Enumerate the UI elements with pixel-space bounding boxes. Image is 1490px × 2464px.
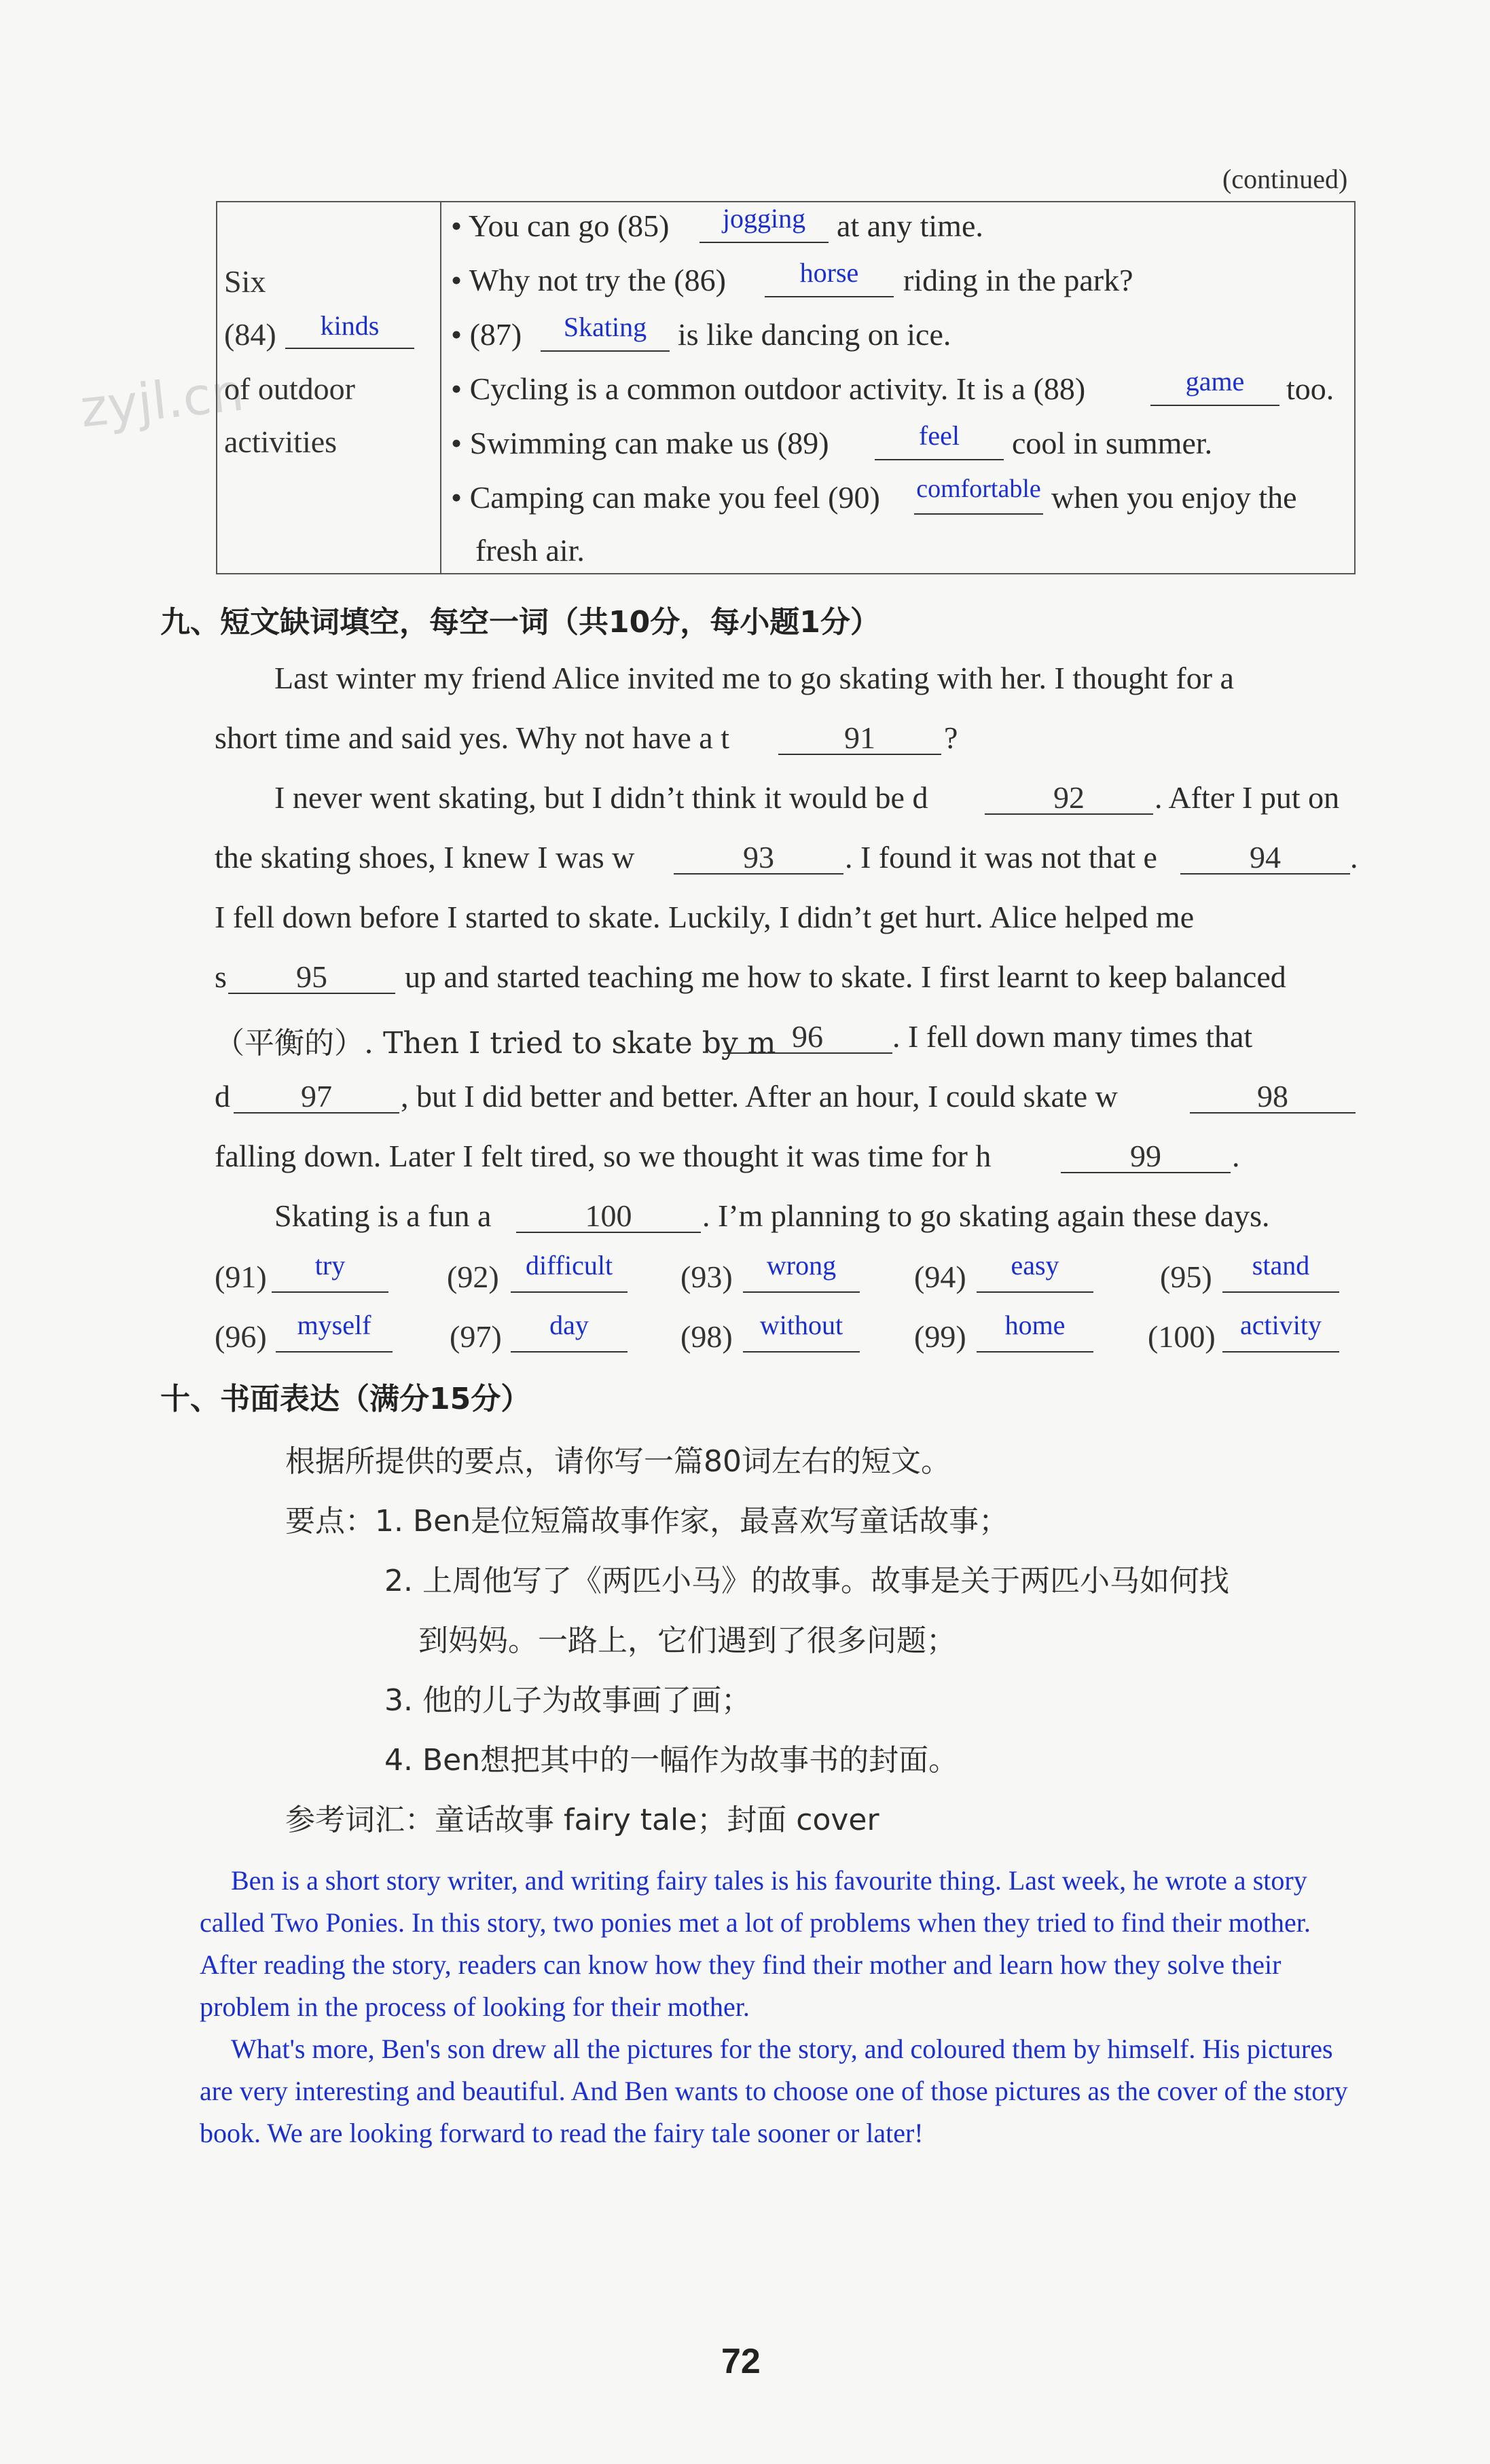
- answer-86: horse: [799, 257, 859, 288]
- s9-line-2-pre: short time and said yes. Why not have a t: [215, 720, 729, 755]
- s9-line-6-post: up and started teaching me how to skate. I first learnt to keep balanced: [405, 959, 1286, 994]
- section-9-heading: 九、短文缺词填空，每空一词（共10分，每小题1分）: [160, 605, 880, 640]
- s9-line-10-pre: Skating is a fun a: [274, 1198, 492, 1233]
- blank-86: [765, 296, 894, 297]
- num-94: 94: [1250, 840, 1281, 875]
- s9-line-8-pre: d: [215, 1079, 230, 1114]
- answer-line-92: [511, 1291, 628, 1293]
- answer-line-91: [272, 1291, 388, 1293]
- answer-90: comfortable: [916, 475, 1041, 503]
- row-86-pre: • Why not try the (86): [451, 263, 726, 297]
- answer-84: kinds: [320, 310, 380, 341]
- key-point-2a: 2. 上周他写了《两匹小马》的故事。故事是关于两匹小马如何找: [384, 1564, 1229, 1598]
- page-number: 72: [721, 2342, 761, 2381]
- num-98: 98: [1257, 1079, 1288, 1114]
- reference-vocabulary: 参考词汇：童话故事 fairy tale；封面 cover: [285, 1803, 879, 1837]
- s9-line-2-post: ?: [944, 720, 958, 755]
- row-85-post: at any time.: [837, 208, 983, 243]
- s9-line-4-pre: the skating shoes, I knew I was w: [215, 840, 635, 875]
- answer-label-94: (94): [914, 1259, 966, 1294]
- answer-99: home: [1004, 1310, 1066, 1340]
- essay-line-1: Ben is a short story writer, and writing fairy tales is his favourite thing. Last week, he wrote a story: [231, 1865, 1307, 1896]
- row-86-post: riding in the park?: [903, 263, 1133, 297]
- row-90-tail: fresh air.: [475, 533, 585, 568]
- answer-91: try: [314, 1250, 346, 1281]
- table-divider: [440, 201, 441, 574]
- section-10-heading: 十、书面表达（满分15分）: [160, 1382, 531, 1416]
- s9-line-9-pre: falling down. Later I felt tired, so we thought it was time for h: [215, 1139, 992, 1173]
- num-92: 92: [1053, 780, 1085, 815]
- table-left-3: of outdoor: [224, 371, 355, 406]
- s9-line-5: I fell down before I started to skate. Luckily, I didn’t get hurt. Alice helped me: [215, 900, 1195, 934]
- row-89-post: cool in summer.: [1012, 426, 1213, 460]
- table-left-2: (84): [224, 317, 276, 352]
- key-point-4: 4. Ben想把其中的一幅作为故事书的封面。: [384, 1743, 959, 1778]
- row-88-post: too.: [1286, 371, 1334, 406]
- s9-line-7-pre: （平衡的）. Then I tried to skate by m: [215, 1026, 776, 1061]
- table-left-1: Six: [224, 264, 266, 299]
- row-85-pre: • You can go (85): [451, 208, 670, 243]
- essay-line-7: book. We are looking forward to read the fairy tale sooner or later!: [200, 2118, 924, 2148]
- answer-line-93: [743, 1291, 860, 1293]
- answer-line-94: [977, 1291, 1093, 1293]
- continued-label: (continued): [1222, 164, 1348, 194]
- answer-line-99: [977, 1351, 1093, 1353]
- blank-88: [1150, 405, 1279, 406]
- essay-line-5: What's more, Ben's son drew all the pictures for the story, and coloured them by himself. His pictures: [231, 2034, 1333, 2064]
- answer-87: Skating: [563, 312, 647, 342]
- s9-line-10-post: . I’m planning to go skating again these days.: [702, 1198, 1270, 1233]
- answer-label-100: (100): [1148, 1319, 1216, 1354]
- row-90-post: when you enjoy the: [1051, 480, 1297, 515]
- row-89-pre: • Swimming can make us (89): [451, 426, 829, 460]
- answer-92: difficult: [525, 1250, 613, 1281]
- answer-label-96: (96): [215, 1319, 267, 1354]
- answer-label-97: (97): [450, 1319, 502, 1354]
- answer-label-99: (99): [914, 1319, 966, 1354]
- s9-line-4-mid: . I found it was not that e: [845, 840, 1157, 875]
- answer-line-95: [1222, 1291, 1339, 1293]
- s9-line-6-pre: s: [215, 959, 227, 994]
- blank-89: [875, 459, 1004, 460]
- answer-label-98: (98): [680, 1319, 733, 1354]
- answer-93: wrong: [766, 1250, 837, 1281]
- blank-87: [541, 350, 670, 352]
- s9-line-4-post: .: [1350, 840, 1358, 875]
- s9-line-8-mid: , but I did better and better. After an hour, I could skate w: [401, 1079, 1118, 1114]
- answer-line-98: [743, 1351, 860, 1353]
- essay-line-2: called Two Ponies. In this story, two ponies met a lot of problems when they tried to find their mother.: [200, 1907, 1311, 1938]
- answer-97: day: [549, 1310, 589, 1340]
- s9-line-3-pre: I never went skating, but I didn’t think it would be d: [274, 780, 928, 815]
- s9-line-3-post: . After I put on: [1155, 780, 1340, 815]
- answer-line-96: [276, 1351, 393, 1353]
- answer-88: game: [1185, 366, 1245, 397]
- num-91: 91: [844, 720, 875, 755]
- essay-line-3: After reading the story, readers can know how they find their mother and learn how they solve their: [200, 1949, 1282, 1980]
- answer-label-93: (93): [680, 1259, 733, 1294]
- num-99: 99: [1130, 1139, 1161, 1173]
- answer-94: easy: [1011, 1250, 1059, 1281]
- row-87-pre: • (87): [451, 317, 522, 352]
- s9-line-7-post: . I fell down many times that: [892, 1019, 1253, 1054]
- answer-98: without: [759, 1310, 843, 1340]
- blank-90: [914, 513, 1043, 515]
- key-point-1: 要点：1. Ben是位短篇故事作家，最喜欢写童话故事；: [285, 1504, 1009, 1539]
- row-88-pre: • Cycling is a common outdoor activity. It is a (88): [451, 371, 1086, 406]
- answer-label-91: (91): [215, 1259, 267, 1294]
- num-100: 100: [585, 1198, 632, 1233]
- answer-label-92: (92): [447, 1259, 499, 1294]
- answer-85: jogging: [722, 203, 806, 234]
- watermark: zyjl.cn: [77, 361, 247, 439]
- num-96: 96: [792, 1019, 823, 1054]
- s9-line-9-post: .: [1232, 1139, 1240, 1173]
- answer-label-95: (95): [1160, 1259, 1212, 1294]
- s9-line-1: Last winter my friend Alice invited me to go skating with her. I thought for a: [274, 661, 1234, 695]
- writing-instruction: 根据所提供的要点，请你写一篇80词左右的短文。: [285, 1444, 951, 1479]
- row-90-pre: • Camping can make you feel (90): [451, 480, 880, 515]
- answer-95: stand: [1252, 1250, 1310, 1281]
- blank-85: [699, 242, 829, 243]
- answer-89: feel: [919, 420, 960, 451]
- num-93: 93: [743, 840, 774, 875]
- blank-84: [285, 348, 414, 349]
- table-left-4: activities: [224, 424, 338, 459]
- key-point-2b: 到妈妈。一路上，它们遇到了很多问题；: [418, 1623, 956, 1658]
- num-95: 95: [296, 959, 327, 994]
- num-97: 97: [301, 1079, 332, 1114]
- essay-line-6: are very interesting and beautiful. And Ben wants to choose one of those pictures as the cover of the story: [200, 2076, 1348, 2106]
- answer-line-97: [511, 1351, 628, 1353]
- key-point-3: 3. 他的儿子为故事画了画；: [384, 1683, 751, 1718]
- answer-100: activity: [1240, 1310, 1322, 1340]
- answer-line-100: [1222, 1351, 1339, 1353]
- row-87-post: is like dancing on ice.: [678, 317, 951, 352]
- answer-96: myself: [297, 1310, 371, 1340]
- essay-line-4: problem in the process of looking for their mother.: [200, 1991, 750, 2022]
